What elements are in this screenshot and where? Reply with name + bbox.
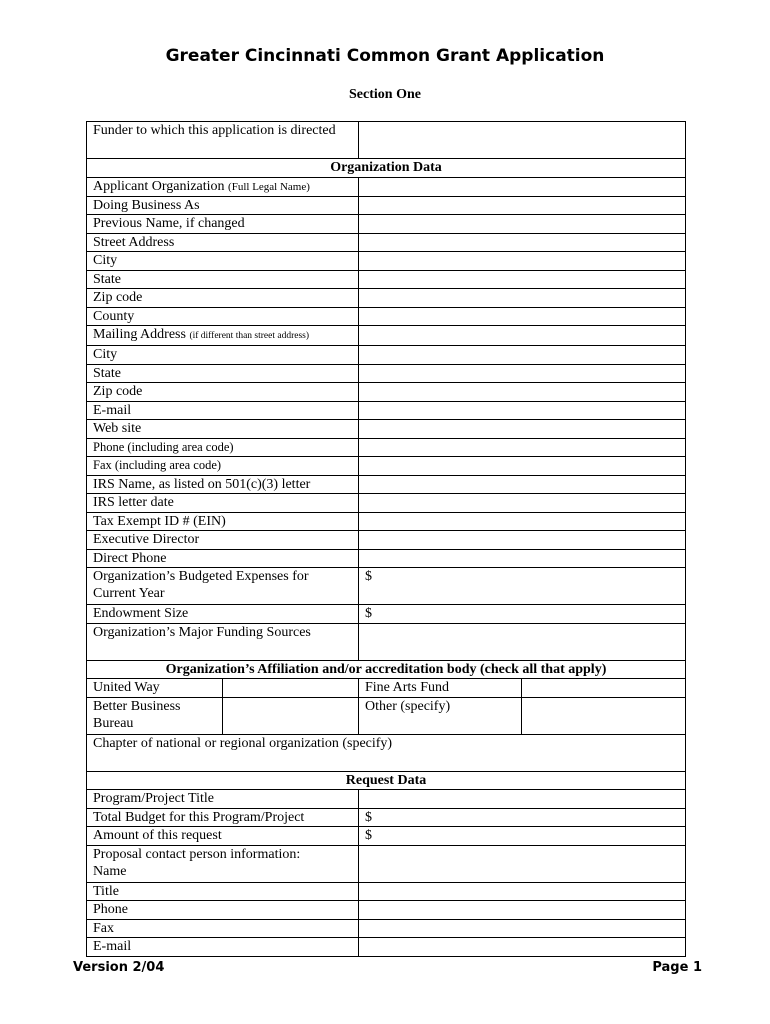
applicant-field[interactable] <box>359 177 686 196</box>
table-row <box>87 122 686 159</box>
website-label: Web site <box>87 420 359 439</box>
contact-email-field[interactable] <box>359 938 686 957</box>
mailing-zip-label: Zip code <box>87 383 359 402</box>
table-row <box>87 475 686 494</box>
bbb-label: Better Business Bureau <box>87 697 223 734</box>
contact-title-field[interactable] <box>359 882 686 901</box>
prev-name-field[interactable] <box>359 215 686 234</box>
total-budget-label: Total Budget for this Program/Project <box>87 808 359 827</box>
table-row <box>87 790 686 809</box>
section-header-request: Request Data <box>87 771 686 790</box>
street-field[interactable] <box>359 233 686 252</box>
endowment-field[interactable]: $ <box>359 605 686 624</box>
exec-director-label: Executive Director <box>87 531 359 550</box>
mailing-label: Mailing Address (if different than street address) <box>87 326 359 346</box>
irs-date-field[interactable] <box>359 494 686 513</box>
mailing-field[interactable] <box>359 326 686 346</box>
table-row <box>87 326 686 346</box>
funding-sources-label: Organization’s Major Funding Sources <box>87 623 359 660</box>
total-budget-field[interactable]: $ <box>359 808 686 827</box>
zip-field[interactable] <box>359 289 686 308</box>
table-row <box>87 383 686 402</box>
section-header-organization: Organization Data <box>87 159 686 178</box>
contact-fax-field[interactable] <box>359 919 686 938</box>
street-label: Street Address <box>87 233 359 252</box>
united-way-check[interactable] <box>223 679 359 698</box>
table-row <box>87 605 686 624</box>
email-label: E-mail <box>87 401 359 420</box>
version-label: Version 2/04 <box>73 960 165 975</box>
chapter-field[interactable]: Chapter of national or regional organization (specify) <box>87 734 686 771</box>
table-row <box>87 808 686 827</box>
dba-field[interactable] <box>359 196 686 215</box>
prev-name-label: Previous Name, if changed <box>87 215 359 234</box>
table-row <box>87 494 686 513</box>
irs-date-label: IRS letter date <box>87 494 359 513</box>
table-row <box>87 177 686 196</box>
fax-field[interactable] <box>359 457 686 476</box>
irs-name-label: IRS Name, as listed on 501(c)(3) letter <box>87 475 359 494</box>
email-field[interactable] <box>359 401 686 420</box>
website-field[interactable] <box>359 420 686 439</box>
table-row <box>87 549 686 568</box>
table-row <box>87 623 686 660</box>
applicant-label: Applicant Organization (Full Legal Name) <box>87 177 359 196</box>
contact-phone-label: Phone <box>87 901 359 920</box>
state-label: State <box>87 270 359 289</box>
page-number: Page 1 <box>652 960 702 975</box>
table-row <box>87 196 686 215</box>
other-label: Other (specify) <box>359 697 522 734</box>
grant-form-table <box>86 121 686 957</box>
endowment-label: Endowment Size <box>87 605 359 624</box>
table-row <box>87 364 686 383</box>
page-title: Greater Cincinnati Common Grant Application <box>165 46 605 66</box>
phone-label: Phone (including area code) <box>87 438 359 457</box>
city-field[interactable] <box>359 252 686 271</box>
section-header-affiliation: Organization’s Affiliation and/or accreditation body (check all that apply) <box>87 660 686 679</box>
section-subtitle: Section One <box>349 87 421 102</box>
table-row <box>87 346 686 365</box>
fax-label: Fax (including area code) <box>87 457 359 476</box>
budget-label: Organization’s Budgeted Expenses for Current Year <box>87 568 359 605</box>
direct-phone-field[interactable] <box>359 549 686 568</box>
table-row <box>87 420 686 439</box>
table-row <box>87 233 686 252</box>
funder-label: Funder to which this application is directed <box>87 122 359 159</box>
table-row <box>87 512 686 531</box>
table-row <box>87 882 686 901</box>
table-row <box>87 697 686 734</box>
zip-label: Zip code <box>87 289 359 308</box>
contact-phone-field[interactable] <box>359 901 686 920</box>
other-field[interactable] <box>522 697 686 734</box>
phone-field[interactable] <box>359 438 686 457</box>
budget-field[interactable]: $ <box>359 568 686 605</box>
project-title-field[interactable] <box>359 790 686 809</box>
funder-field[interactable] <box>359 122 686 159</box>
project-title-label: Program/Project Title <box>87 790 359 809</box>
funding-sources-field[interactable] <box>359 623 686 660</box>
contact-name-field[interactable] <box>359 845 686 882</box>
dba-label: Doing Business As <box>87 196 359 215</box>
united-way-label: United Way <box>87 679 223 698</box>
ein-label: Tax Exempt ID # (EIN) <box>87 512 359 531</box>
amount-field[interactable]: $ <box>359 827 686 846</box>
amount-label: Amount of this request <box>87 827 359 846</box>
county-label: County <box>87 307 359 326</box>
table-row <box>87 289 686 308</box>
fine-arts-check[interactable] <box>522 679 686 698</box>
table-row <box>87 901 686 920</box>
table-row <box>87 457 686 476</box>
table-row <box>87 215 686 234</box>
bbb-check[interactable] <box>223 697 359 734</box>
table-row <box>87 919 686 938</box>
table-row <box>87 531 686 550</box>
table-row <box>87 845 686 882</box>
contact-name-label: Proposal contact person information: Name <box>87 845 359 882</box>
state-field[interactable] <box>359 270 686 289</box>
city-label: City <box>87 252 359 271</box>
irs-name-field[interactable] <box>359 475 686 494</box>
table-row <box>87 401 686 420</box>
table-row <box>87 938 686 957</box>
mailing-city-field[interactable] <box>359 346 686 365</box>
table-row <box>87 827 686 846</box>
county-field[interactable] <box>359 307 686 326</box>
mailing-state-field[interactable] <box>359 364 686 383</box>
contact-fax-label: Fax <box>87 919 359 938</box>
mailing-state-label: State <box>87 364 359 383</box>
table-row <box>87 734 686 771</box>
exec-director-field[interactable] <box>359 531 686 550</box>
ein-field[interactable] <box>359 512 686 531</box>
table-row <box>87 679 686 698</box>
fine-arts-label: Fine Arts Fund <box>359 679 522 698</box>
mailing-city-label: City <box>87 346 359 365</box>
contact-title-label: Title <box>87 882 359 901</box>
direct-phone-label: Direct Phone <box>87 549 359 568</box>
mailing-zip-field[interactable] <box>359 383 686 402</box>
table-row <box>87 252 686 271</box>
table-row <box>87 438 686 457</box>
contact-email-label: E-mail <box>87 938 359 957</box>
table-row <box>87 270 686 289</box>
table-row <box>87 568 686 605</box>
table-row <box>87 307 686 326</box>
